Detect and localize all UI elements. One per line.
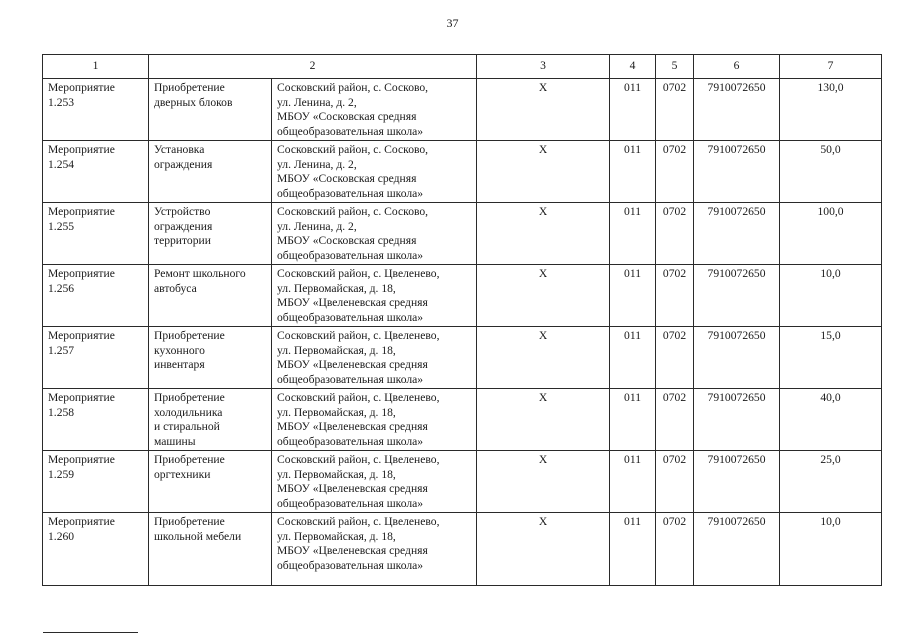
name-cell-line: Ремонт школьного [154, 267, 246, 280]
column-header: 2 [149, 55, 477, 79]
column-header: 6 [694, 55, 780, 79]
col6-cell: 7910072650 [694, 79, 780, 141]
address-cell-line: МБОУ «Сосковская средняя [277, 172, 417, 186]
name-cell-line: Устройство [154, 205, 211, 218]
name-cell [149, 141, 272, 203]
col6-cell: 7910072650 [694, 141, 780, 203]
name-cell-line: автобуса [154, 281, 197, 295]
col7-cell: 15,0 [780, 327, 882, 389]
name-cell-line: Приобретение [154, 81, 225, 94]
measure-cell-line: 1.259 [48, 467, 75, 481]
address-cell-line: ул. Ленина, д. 2, [277, 219, 357, 233]
name-cell-line: Приобретение [154, 453, 225, 466]
address-cell-line: общеобразовательная школа» [277, 310, 424, 324]
measure-cell-line: 1.253 [48, 95, 75, 109]
col4-cell: 011 [610, 203, 656, 265]
address-cell [272, 327, 477, 389]
name-cell [149, 203, 272, 265]
column-header: 3 [477, 55, 610, 79]
name-cell-line: холодильника [154, 405, 223, 419]
measure-cell-line: Мероприятие [48, 81, 115, 94]
address-cell [272, 451, 477, 513]
col6-cell: 7910072650 [694, 265, 780, 327]
name-cell-line: Установка [154, 143, 205, 156]
address-cell-line: МБОУ «Цвеленевская средняя [277, 358, 428, 372]
col5-cell: 0702 [656, 203, 694, 265]
address-cell-line: ул. Первомайская, д. 18, [277, 281, 396, 295]
address-cell-line: ул. Первомайская, д. 18, [277, 343, 396, 357]
measure-cell [43, 203, 149, 265]
address-cell-line: Сосковский район, с. Цвеленево, [277, 515, 440, 528]
col7-cell: 25,0 [780, 451, 882, 513]
table-row [43, 327, 882, 389]
table-row [43, 513, 882, 586]
col7-cell: 10,0 [780, 513, 882, 586]
name-cell-line: кухонного [154, 343, 205, 357]
address-cell-line: МБОУ «Цвеленевская средняя [277, 420, 428, 434]
col6-cell: 7910072650 [694, 389, 780, 451]
address-cell-line: Сосковский район, с. Сосково, [277, 205, 429, 218]
col6-cell: 7910072650 [694, 203, 780, 265]
col4-cell: 011 [610, 451, 656, 513]
name-cell [149, 513, 272, 586]
column-header: 7 [780, 55, 882, 79]
address-cell-line: МБОУ «Цвеленевская средняя [277, 544, 428, 558]
measures-table [42, 54, 882, 586]
col7-cell: 130,0 [780, 79, 882, 141]
col4-cell: 011 [610, 79, 656, 141]
page-number: 37 [446, 16, 459, 30]
footnote-separator [43, 632, 138, 633]
name-cell-line: Приобретение [154, 391, 225, 404]
address-cell-line: ул. Ленина, д. 2, [277, 157, 357, 171]
table-row [43, 203, 882, 265]
name-cell [149, 389, 272, 451]
table-header-row [43, 55, 882, 79]
name-cell-line: ограждения [154, 219, 213, 233]
address-cell-line: МБОУ «Цвеленевская средняя [277, 482, 428, 496]
col3-cell: X [477, 141, 610, 203]
address-cell-line: Сосковский район, с. Цвеленево, [277, 391, 440, 404]
name-cell-line: территории [154, 234, 211, 248]
col3-cell: X [477, 265, 610, 327]
col3-cell: X [477, 451, 610, 513]
address-cell-line: общеобразовательная школа» [277, 124, 424, 138]
col6-cell: 7910072650 [694, 327, 780, 389]
address-cell-line: ул. Первомайская, д. 18, [277, 405, 396, 419]
col7-cell: 40,0 [780, 389, 882, 451]
col5-cell: 0702 [656, 265, 694, 327]
col3-cell: X [477, 513, 610, 586]
measure-cell-line: Мероприятие [48, 205, 115, 218]
col4-cell: 011 [610, 389, 656, 451]
name-cell-line: машины [154, 434, 196, 448]
address-cell-line: общеобразовательная школа» [277, 434, 424, 448]
table-row [43, 265, 882, 327]
col7-cell: 50,0 [780, 141, 882, 203]
name-cell [149, 265, 272, 327]
measure-cell [43, 513, 149, 586]
measure-cell-line: Мероприятие [48, 453, 115, 466]
measure-cell [43, 451, 149, 513]
measure-cell-line: Мероприятие [48, 329, 115, 342]
address-cell-line: Сосковский район, с. Цвеленево, [277, 267, 440, 280]
name-cell-line: Приобретение [154, 515, 225, 528]
address-cell [272, 203, 477, 265]
name-cell [149, 79, 272, 141]
measure-cell-line: Мероприятие [48, 143, 115, 156]
col3-cell: X [477, 327, 610, 389]
col4-cell: 011 [610, 141, 656, 203]
col5-cell: 0702 [656, 141, 694, 203]
address-cell [272, 265, 477, 327]
measure-cell [43, 265, 149, 327]
col3-cell: X [477, 203, 610, 265]
col5-cell: 0702 [656, 451, 694, 513]
address-cell-line: общеобразовательная школа» [277, 496, 424, 510]
table-row [43, 141, 882, 203]
name-cell [149, 327, 272, 389]
column-header: 4 [610, 55, 656, 79]
col3-cell: X [477, 389, 610, 451]
address-cell-line: ул. Ленина, д. 2, [277, 95, 357, 109]
column-header: 1 [43, 55, 149, 79]
measure-cell [43, 141, 149, 203]
measure-cell-line: 1.255 [48, 219, 75, 233]
measure-cell-line: Мероприятие [48, 267, 115, 280]
name-cell-line: инвентаря [154, 358, 205, 372]
measure-cell-line: 1.257 [48, 343, 75, 357]
name-cell-line: оргтехники [154, 467, 211, 481]
measure-cell-line: 1.256 [48, 281, 75, 295]
address-cell-line: общеобразовательная школа» [277, 372, 424, 386]
col5-cell: 0702 [656, 327, 694, 389]
address-cell-line: Сосковский район, с. Сосково, [277, 143, 429, 156]
address-cell-line: Сосковский район, с. Сосково, [277, 81, 429, 94]
name-cell [149, 451, 272, 513]
col7-cell: 10,0 [780, 265, 882, 327]
column-header: 5 [656, 55, 694, 79]
col4-cell: 011 [610, 265, 656, 327]
col6-cell: 7910072650 [694, 513, 780, 586]
address-cell-line: ул. Первомайская, д. 18, [277, 467, 396, 481]
col4-cell: 011 [610, 327, 656, 389]
measure-cell [43, 79, 149, 141]
address-cell-line: Сосковский район, с. Цвеленево, [277, 329, 440, 342]
measure-cell [43, 389, 149, 451]
table-row [43, 389, 882, 451]
measure-cell-line: 1.254 [48, 157, 75, 171]
measure-cell [43, 327, 149, 389]
address-cell-line: МБОУ «Сосковская средняя [277, 234, 417, 248]
name-cell-line: и стиральной [154, 420, 220, 434]
name-cell-line: Приобретение [154, 329, 225, 342]
name-cell-line: ограждения [154, 157, 213, 171]
address-cell [272, 389, 477, 451]
address-cell [272, 513, 477, 586]
address-cell-line: МБОУ «Цвеленевская средняя [277, 296, 428, 310]
address-cell [272, 79, 477, 141]
col5-cell: 0702 [656, 513, 694, 586]
name-cell-line: школьной мебели [154, 529, 242, 543]
address-cell-line: МБОУ «Сосковская средняя [277, 110, 417, 124]
col7-cell: 100,0 [780, 203, 882, 265]
measure-cell-line: 1.260 [48, 529, 75, 543]
measure-cell-line: Мероприятие [48, 391, 115, 404]
col3-cell: X [477, 79, 610, 141]
address-cell-line: ул. Первомайская, д. 18, [277, 529, 396, 543]
address-cell-line: общеобразовательная школа» [277, 186, 424, 200]
table-row [43, 79, 882, 141]
col4-cell: 011 [610, 513, 656, 586]
address-cell-line: общеобразовательная школа» [277, 248, 424, 262]
address-cell-line: Сосковский район, с. Цвеленево, [277, 453, 440, 466]
measure-cell-line: Мероприятие [48, 515, 115, 528]
table-row [43, 451, 882, 513]
address-cell [272, 141, 477, 203]
name-cell-line: дверных блоков [154, 95, 233, 109]
col5-cell: 0702 [656, 389, 694, 451]
col6-cell: 7910072650 [694, 451, 780, 513]
address-cell-line: общеобразовательная школа» [277, 558, 424, 572]
measure-cell-line: 1.258 [48, 405, 75, 419]
col5-cell: 0702 [656, 79, 694, 141]
